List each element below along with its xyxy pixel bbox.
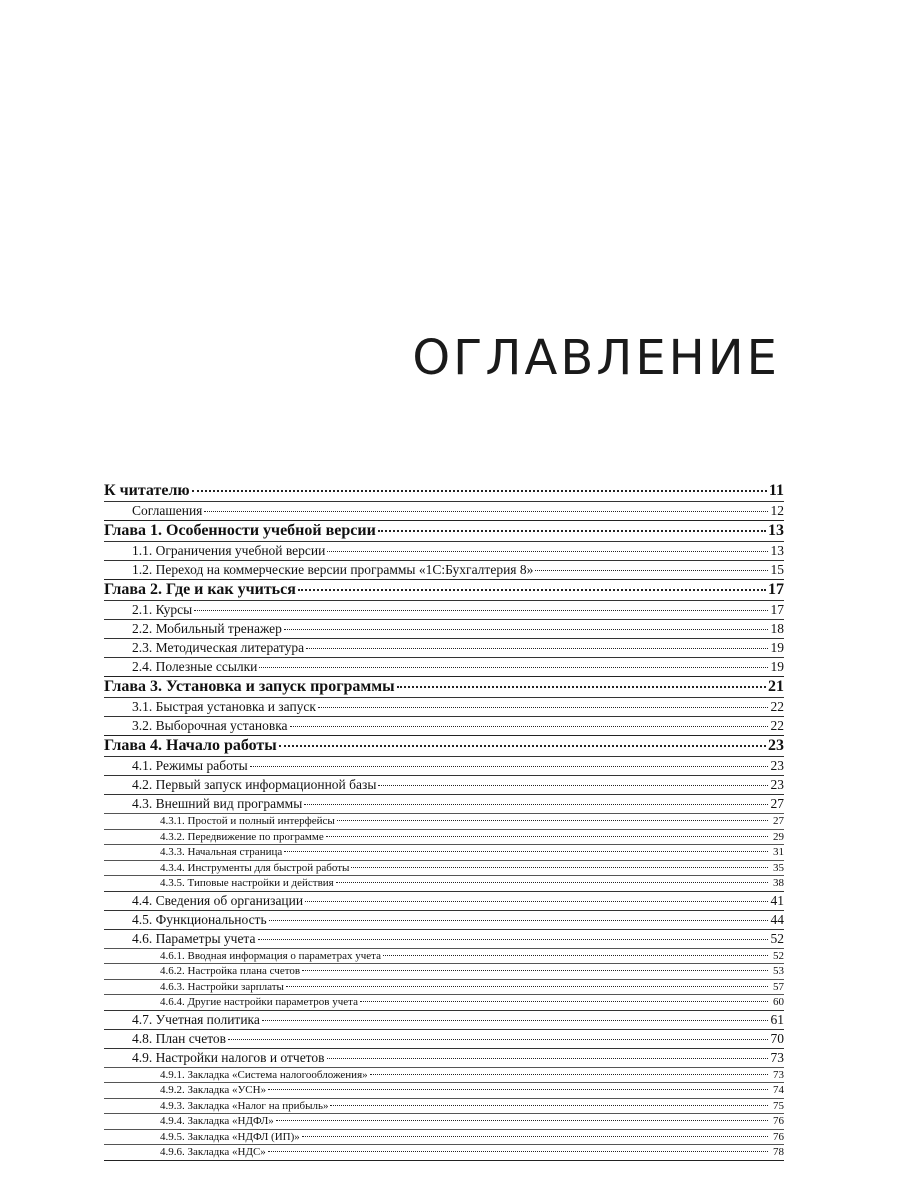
dot-leader bbox=[194, 610, 768, 611]
dot-leader bbox=[327, 551, 768, 552]
toc-entry bbox=[104, 794, 784, 813]
toc-entry-page: 27 bbox=[773, 815, 784, 827]
dot-leader bbox=[192, 490, 767, 492]
toc-entry-page: 38 bbox=[773, 877, 784, 889]
toc-entry-label: 3.1. Быстрая установка и запуск bbox=[132, 699, 316, 714]
toc-entry bbox=[104, 657, 784, 676]
toc-entry-page: 74 bbox=[773, 1084, 784, 1096]
toc-entry-label: 4.7. Учетная политика bbox=[132, 1011, 260, 1027]
toc-entry-page: 21 bbox=[768, 678, 784, 695]
toc-entry-page: 76 bbox=[773, 1115, 784, 1127]
dot-leader bbox=[298, 589, 766, 591]
toc-entry bbox=[104, 579, 784, 600]
toc-entry-page: 52 bbox=[773, 949, 784, 962]
dot-leader bbox=[284, 851, 768, 852]
toc-entry bbox=[104, 1144, 784, 1160]
toc-entry-label: 4.1. Режимы работы bbox=[132, 758, 248, 773]
toc-entry bbox=[104, 1082, 784, 1098]
dot-leader bbox=[306, 648, 768, 649]
dot-leader bbox=[304, 804, 768, 805]
page-title: ОГЛАВЛЕНИЕ bbox=[412, 330, 780, 386]
toc-entry-label: 2.2. Мобильный тренажер bbox=[132, 621, 282, 636]
toc-entry bbox=[104, 860, 784, 876]
toc-entry bbox=[104, 541, 784, 560]
toc-entry bbox=[104, 775, 784, 794]
toc-entry-label: Глава 1. Особенности учебной версии bbox=[104, 522, 376, 539]
toc-entry bbox=[104, 844, 784, 860]
dot-leader bbox=[370, 1074, 768, 1075]
toc-entry-page: 61 bbox=[770, 1011, 784, 1027]
dot-leader bbox=[284, 629, 768, 630]
toc-entry-page: 13 bbox=[770, 543, 784, 558]
toc-entry-label: 1.1. Ограничения учебной версии bbox=[132, 543, 326, 558]
dot-leader bbox=[302, 1136, 768, 1137]
dot-leader bbox=[286, 986, 768, 987]
toc-entry-label: 1.2. Переход на коммерческие версии программы «1С:Бухгалтерия 8» bbox=[132, 562, 534, 577]
dot-leader bbox=[326, 836, 768, 837]
toc-entry-label: 4.5. Функциональность bbox=[132, 911, 267, 927]
toc-entry-page: 23 bbox=[768, 737, 784, 754]
toc-entry-label: 2.3. Методическая литература bbox=[132, 640, 305, 655]
toc-entry-label: 4.9.6. Закладка «НДС» bbox=[160, 1146, 266, 1158]
toc-entry bbox=[104, 979, 784, 995]
toc-entry-page: 17 bbox=[770, 602, 784, 617]
toc-entry-page: 73 bbox=[770, 1049, 784, 1065]
toc-entry-page: 22 bbox=[770, 699, 784, 714]
toc-entry-page: 57 bbox=[773, 980, 784, 993]
toc-entry bbox=[104, 560, 784, 579]
toc-entry-page: 76 bbox=[773, 1130, 784, 1143]
toc-entry bbox=[104, 676, 784, 697]
toc-entry-label: 4.6.4. Другие настройки параметров учета bbox=[160, 996, 358, 1008]
toc-entry bbox=[104, 619, 784, 638]
toc-entry bbox=[104, 735, 784, 756]
toc-entry bbox=[104, 481, 784, 501]
dot-leader bbox=[262, 1020, 768, 1021]
dot-leader bbox=[269, 920, 768, 921]
dot-leader bbox=[250, 766, 768, 767]
dot-leader bbox=[259, 667, 768, 668]
dot-leader bbox=[258, 939, 769, 940]
dot-leader bbox=[535, 570, 768, 571]
dot-leader bbox=[337, 820, 768, 821]
toc-entry-page: 31 bbox=[773, 846, 784, 858]
toc-entry-label: 4.6. Параметры учета bbox=[132, 930, 256, 946]
toc-entry-label: 4.6.1. Вводная информация о параметрах учета bbox=[160, 949, 381, 962]
toc-entry-label: 4.9.2. Закладка «УСН» bbox=[160, 1084, 267, 1096]
dot-leader bbox=[318, 707, 768, 708]
toc-entry-label: 4.3. Внешний вид программы bbox=[132, 796, 303, 811]
toc-entry-page: 13 bbox=[768, 522, 784, 539]
toc-entry-page: 73 bbox=[773, 1068, 784, 1081]
toc-entry bbox=[104, 1048, 784, 1067]
toc-entry-page: 12 bbox=[770, 503, 784, 518]
toc-entry-page: 11 bbox=[768, 482, 784, 499]
dot-leader bbox=[276, 1120, 768, 1121]
toc-entry bbox=[104, 1010, 784, 1029]
dot-leader bbox=[378, 530, 766, 532]
toc-entry-page: 78 bbox=[773, 1146, 784, 1158]
toc-entry-label: 4.3.1. Простой и полный интерфейсы bbox=[160, 815, 335, 827]
toc-entry-label: 4.8. План счетов bbox=[132, 1030, 227, 1046]
toc-entry-label: 4.6.2. Настройка плана счетов bbox=[160, 965, 301, 977]
toc-entry-label: 4.9.5. Закладка «НДФЛ (ИП)» bbox=[160, 1130, 300, 1143]
toc-entry-page: 17 bbox=[768, 581, 784, 598]
dot-leader bbox=[268, 1151, 768, 1152]
toc-entry bbox=[104, 994, 784, 1010]
dot-leader bbox=[327, 1058, 768, 1059]
dot-leader bbox=[290, 726, 768, 727]
toc-entry-page: 35 bbox=[773, 861, 784, 874]
toc-entry bbox=[104, 948, 784, 964]
dot-leader bbox=[383, 955, 768, 956]
toc-entry-label: К читателю bbox=[104, 482, 190, 499]
toc-entry-page: 70 bbox=[770, 1030, 784, 1046]
toc-entry-page: 18 bbox=[770, 621, 784, 636]
toc-entry-page: 53 bbox=[773, 965, 784, 977]
toc-entry-label: 4.3.5. Типовые настройки и действия bbox=[160, 877, 334, 889]
toc-entry-page: 27 bbox=[770, 796, 784, 811]
toc-entry-label: Глава 2. Где и как учиться bbox=[104, 581, 296, 598]
toc-entry-label: 2.1. Курсы bbox=[132, 602, 193, 617]
toc-entry-label: 4.6.3. Настройки зарплаты bbox=[160, 980, 284, 993]
toc-entry bbox=[104, 638, 784, 657]
dot-leader bbox=[378, 785, 768, 786]
dot-leader bbox=[228, 1039, 768, 1040]
toc-entry-label: 4.9. Настройки налогов и отчетов bbox=[132, 1049, 325, 1065]
toc-entry bbox=[104, 813, 784, 829]
toc-entry bbox=[104, 929, 784, 948]
toc-entry bbox=[104, 829, 784, 845]
toc-entry bbox=[104, 520, 784, 541]
dot-leader bbox=[302, 970, 768, 971]
toc-entry bbox=[104, 963, 784, 979]
toc-entry-label: Глава 4. Начало работы bbox=[104, 737, 277, 754]
toc-entry bbox=[104, 716, 784, 735]
dot-leader bbox=[279, 745, 766, 747]
toc-entry-label: Глава 3. Установка и запуск программы bbox=[104, 678, 395, 695]
toc-bottom-rule bbox=[104, 1160, 784, 1161]
table-of-contents bbox=[104, 481, 784, 1161]
toc-entry-page: 19 bbox=[770, 640, 784, 655]
toc-entry-page: 22 bbox=[770, 718, 784, 733]
toc-entry-page: 52 bbox=[770, 930, 784, 946]
toc-entry bbox=[104, 1098, 784, 1114]
dot-leader bbox=[268, 1089, 768, 1090]
toc-entry bbox=[104, 501, 784, 520]
toc-entry-page: 15 bbox=[770, 562, 784, 577]
toc-entry-label: 4.9.4. Закладка «НДФЛ» bbox=[160, 1115, 274, 1127]
dot-leader bbox=[330, 1105, 768, 1106]
toc-entry-label: 4.4. Сведения об организации bbox=[132, 892, 304, 908]
toc-entry bbox=[104, 697, 784, 716]
toc-entry-label: 4.3.2. Передвижение по программе bbox=[160, 830, 324, 843]
toc-entry-page: 19 bbox=[770, 659, 784, 674]
dot-leader bbox=[204, 511, 768, 512]
toc-entry-label: Соглашения bbox=[132, 503, 203, 518]
toc-entry bbox=[104, 910, 784, 929]
dot-leader bbox=[305, 901, 768, 902]
dot-leader bbox=[397, 686, 766, 688]
toc-entry-label: 2.4. Полезные ссылки bbox=[132, 659, 258, 674]
toc-entry bbox=[104, 891, 784, 910]
toc-entry-page: 23 bbox=[770, 777, 784, 792]
toc-entry bbox=[104, 875, 784, 891]
toc-entry-page: 41 bbox=[770, 892, 784, 908]
toc-entry-page: 60 bbox=[773, 996, 784, 1008]
toc-entry bbox=[104, 1129, 784, 1145]
toc-entry bbox=[104, 1067, 784, 1083]
toc-entry bbox=[104, 600, 784, 619]
toc-entry-label: 3.2. Выборочная установка bbox=[132, 718, 288, 733]
toc-entry-page: 44 bbox=[770, 911, 784, 927]
dot-leader bbox=[351, 867, 768, 868]
dot-leader bbox=[360, 1001, 768, 1002]
toc-entry-label: 4.9.3. Закладка «Налог на прибыль» bbox=[160, 1099, 329, 1112]
toc-entry bbox=[104, 1113, 784, 1129]
toc-entry bbox=[104, 756, 784, 775]
toc-entry-label: 4.2. Первый запуск информационной базы bbox=[132, 777, 377, 792]
toc-entry-page: 75 bbox=[773, 1099, 784, 1112]
toc-entry-label: 4.9.1. Закладка «Система налогообложения» bbox=[160, 1068, 368, 1081]
toc-entry-label: 4.3.3. Начальная страница bbox=[160, 846, 283, 858]
toc-entry bbox=[104, 1029, 784, 1048]
dot-leader bbox=[336, 882, 768, 883]
toc-entry-page: 23 bbox=[770, 758, 784, 773]
toc-entry-label: 4.3.4. Инструменты для быстрой работы bbox=[160, 861, 350, 874]
toc-entry-page: 29 bbox=[773, 830, 784, 843]
